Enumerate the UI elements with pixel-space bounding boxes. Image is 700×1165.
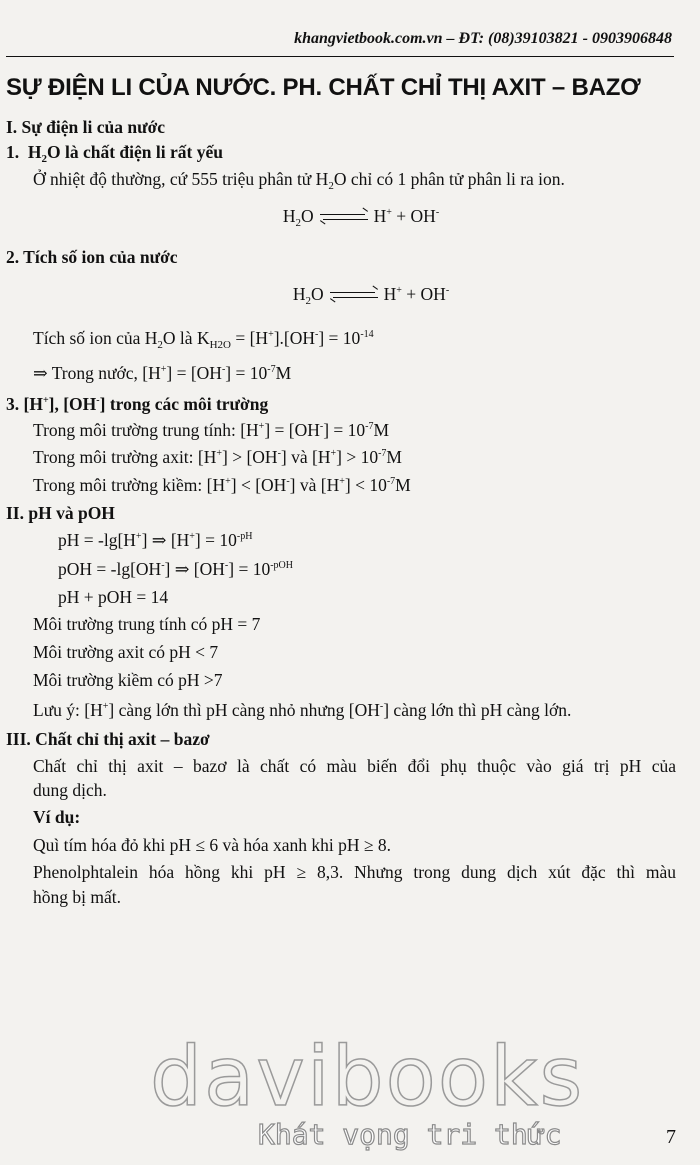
ph-definition: pH = -lg[H+] ⇒ $[H^+] = 10^{-pH}$ — [58, 530, 253, 550]
ion-product-line: Tích số ion của $H_2O$ là $K_{H2O} = [H^+].[OH^-] = 10^{-14}$ — [33, 328, 374, 351]
ph-note: Lưu ý: [H+] càng lớn thì pH càng nhỏ nhưng [OH-] càng lớn thì pH càng lớn. — [33, 700, 572, 720]
equilibrium-arrow-icon — [320, 211, 368, 223]
page-header: khangvietbook.com.vn – ĐT: (08)39103821 - 0903906848 — [294, 30, 672, 47]
section-1-heading: I. Sự điện li của nước — [6, 117, 166, 137]
subsection-1-2: 2. Tích số ion của nước — [6, 247, 178, 267]
poh-definition: pOH = -lg[OH-] ⇒ $[OH^-] = 10^{-pOH}$ — [58, 559, 293, 579]
implies-icon: ⇒ — [33, 363, 48, 383]
base-medium-line: Trong môi trường kiềm: [H+] < [OH-] và $[H^+] < 10^{-7}M$ — [33, 475, 411, 495]
base-ph: Môi trường kiềm có pH >7 — [33, 670, 223, 690]
page-number: 7 — [666, 1126, 676, 1148]
acid-ph: Môi trường axit có pH < 7 — [33, 642, 219, 662]
phenolphthalein-line-2: hồng bị mất. — [33, 887, 121, 907]
neutral-medium-line: Trong môi trường trung tính: $[H^+] = [OH^-] = 10^{-7}M$ — [33, 420, 390, 440]
watermark-tagline: Khát vọng tri thức — [258, 1118, 562, 1151]
implies-icon: ⇒ — [151, 530, 167, 550]
section-2-heading: II. pH và pOH — [6, 503, 115, 523]
dissociation-sentence: Ở nhiệt độ thường, cứ 555 triệu phân tử $H_2O$ chỉ có 1 phân tử phân li ra ion. — [33, 169, 565, 192]
header-rule — [6, 56, 674, 57]
page-title: SỰ ĐIỆN LI CỦA NƯỚC. PH. CHẤT CHỈ THỊ AXIT – BAZƠ — [6, 74, 641, 101]
implies-icon: ⇒ — [174, 559, 190, 579]
indicator-definition-line-1: Chất chỉ thị axit – bazơ là chất có màu biến đổi phụ thuộc vào giá trị pH của — [33, 756, 676, 776]
indicator-definition-line-2: dung dịch. — [33, 780, 107, 800]
phenolphthalein-line-1: Phenolphtalein hóa hồng khi pH ≥ 8,3. Nhưng trong dung dịch xút đặc thì màu — [33, 862, 676, 882]
water-equilibrium-1: $H_2O$ H+ + OH- — [282, 206, 440, 229]
water-equilibrium-2: $H_2O$ H+ + OH- — [292, 284, 450, 307]
example-label: Ví dụ: — [33, 807, 81, 827]
water-concentration-line: ⇒ Trong nước, $[H^+] = [OH^-] = 10^{-7}M$ — [33, 363, 292, 383]
neutral-ph: Môi trường trung tính có pH = 7 — [33, 614, 261, 634]
subsection-1-3: 3. [H+], [OH-] trong các môi trường — [6, 394, 269, 414]
litmus-example: Quì tím hóa đỏ khi pH ≤ 6 và hóa xanh khi pH ≥ 8. — [33, 835, 391, 855]
subsection-1-1: 1. $H_2O$ là chất điện li rất yếu — [6, 142, 223, 165]
watermark-logo: davibooks — [150, 1030, 585, 1125]
ph-poh-sum: pH + pOH = 14 — [58, 587, 169, 607]
equilibrium-arrow-icon — [330, 289, 378, 301]
section-3-heading: III. Chất chỉ thị axit – bazơ — [6, 729, 210, 749]
acid-medium-line: Trong môi trường axit: [H+] > [OH-] và $[H^+] > 10^{-7}M$ — [33, 447, 402, 467]
